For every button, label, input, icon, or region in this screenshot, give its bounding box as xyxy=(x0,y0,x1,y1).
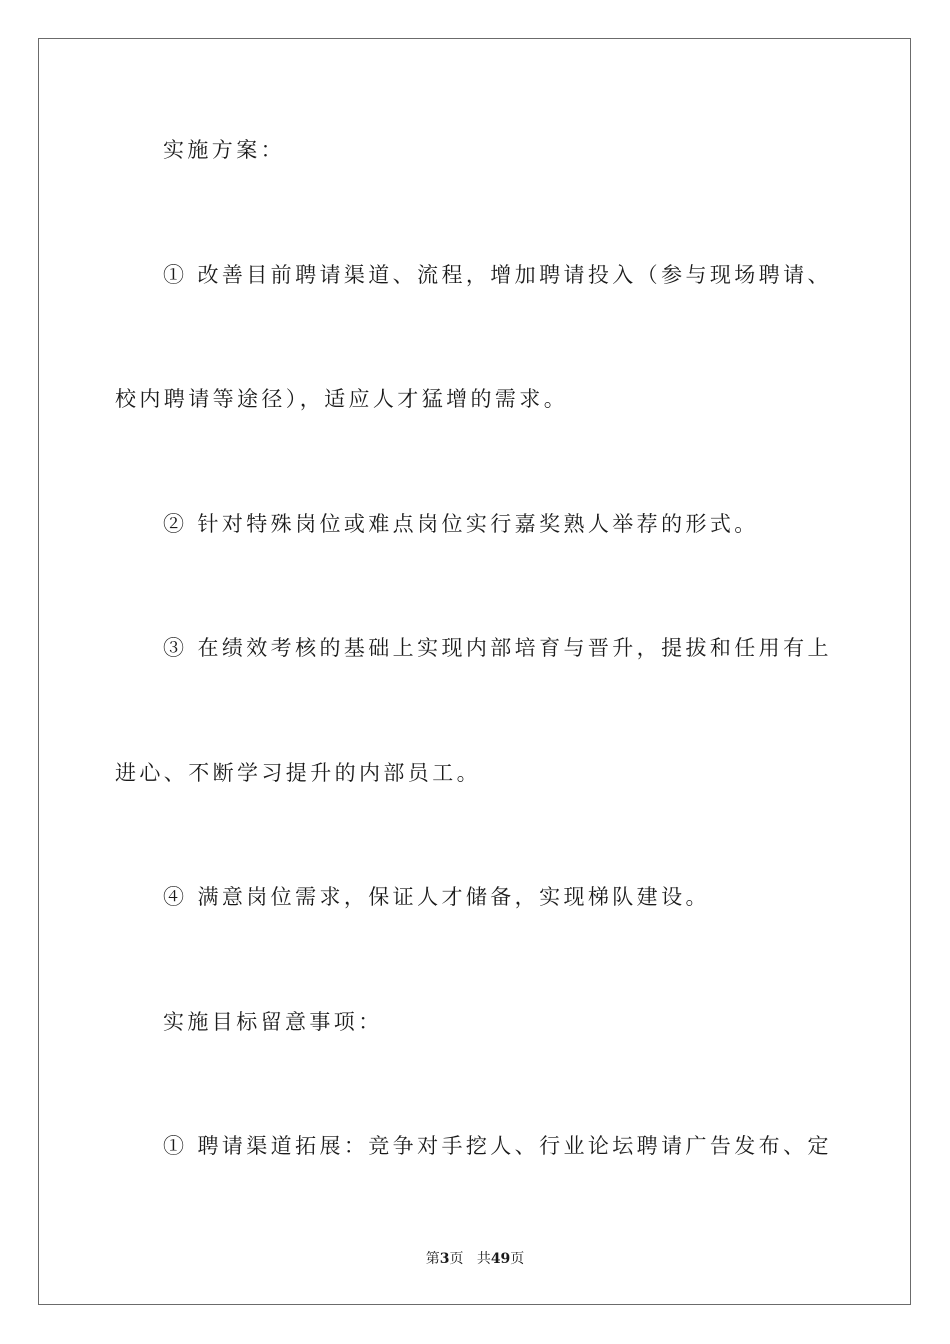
footer-page-prefix: 第 xyxy=(425,1251,440,1267)
footer-total-pages: 49 xyxy=(490,1251,511,1267)
paragraph-line: ③ 在绩效考核的基础上实现内部培育与晋升，提拔和任用有上 xyxy=(163,636,832,660)
paragraph-line: ① 改善目前聘请渠道、流程，增加聘请投入（参与现场聘请、 xyxy=(163,263,832,287)
page-footer xyxy=(0,1248,950,1268)
paragraph-line: ① 聘请渠道拓展：竞争对手挖人、行业论坛聘请广告发布、定 xyxy=(163,1134,832,1158)
paragraph-line: 校内聘请等途径），适应人才猛增的需求。 xyxy=(115,387,569,411)
section-heading-notes: 实施目标留意事项： xyxy=(163,1010,383,1034)
paragraph-line: 进心、不断学习提升的内部员工。 xyxy=(115,761,481,785)
footer-total-prefix: 共 xyxy=(476,1251,491,1267)
section-heading-plan: 实施方案： xyxy=(163,138,285,162)
paragraph-line: ② 针对特殊岗位或难点岗位实行嘉奖熟人举荐的形式。 xyxy=(163,512,759,536)
footer-page-suffix: 页 xyxy=(449,1251,464,1267)
paragraph-line: ④ 满意岗位需求，保证人才储备，实现梯队建设。 xyxy=(163,885,710,909)
page-border xyxy=(38,38,911,1305)
footer-page-number: 3 xyxy=(439,1251,450,1267)
footer-total-suffix: 页 xyxy=(510,1251,525,1267)
